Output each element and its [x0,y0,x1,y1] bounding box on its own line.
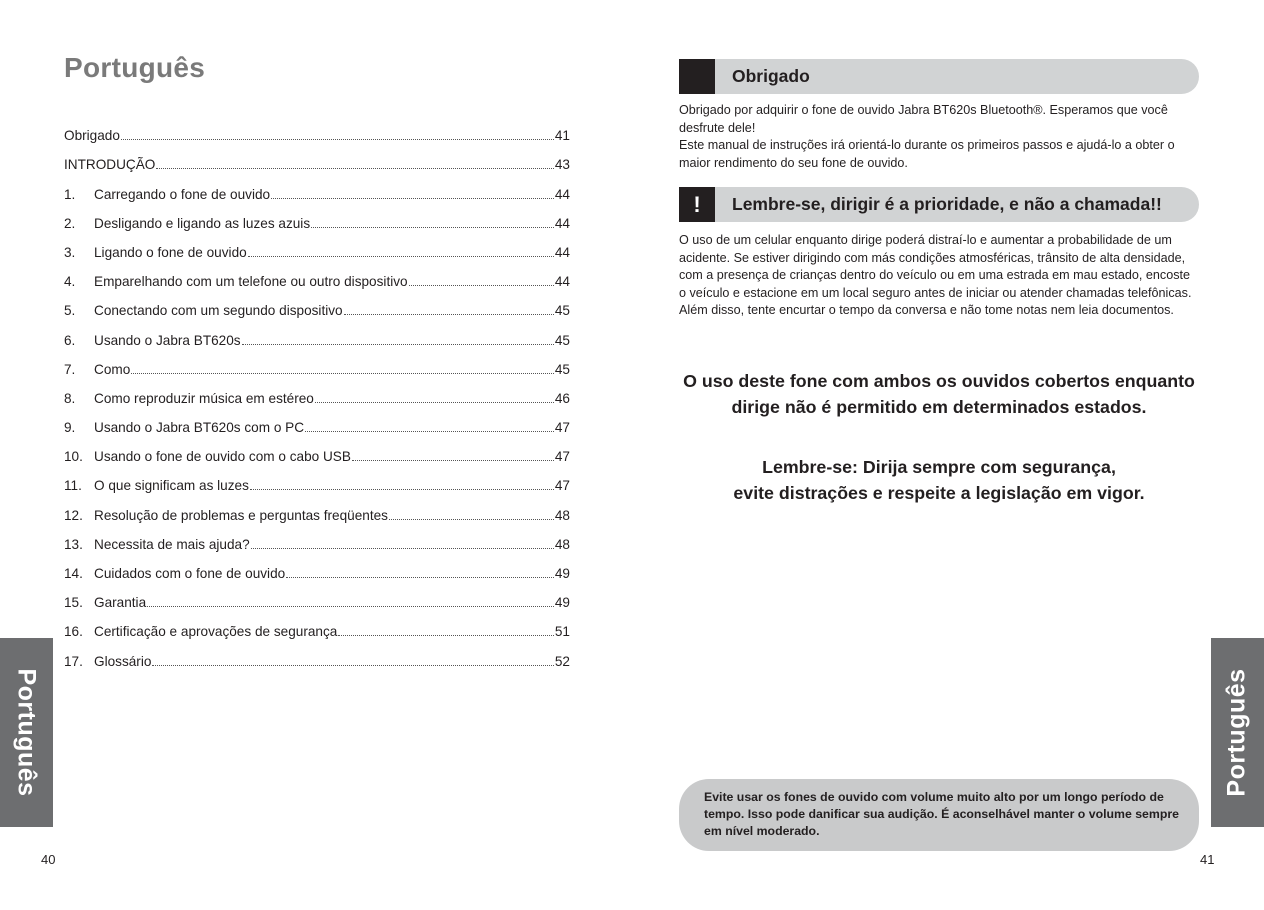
warning-text [679,232,1199,320]
warning-heading: Lembre-se, dirigir é a prioridade, e não a chamada!! [732,194,1162,214]
toc-number: 11. [64,478,82,494]
driving-notice-line-1: O uso deste fone com ambos os ouvidos cobertos enquanto [683,371,1195,391]
toc-label: Carregando o fone de ouvido [94,186,271,202]
toc-entry [64,464,570,493]
toc-leader-dots [409,285,554,286]
toc-page-number: 45 [554,361,570,377]
toc-page-number: 47 [554,420,570,436]
toc-page-number: 47 [554,478,570,494]
toc-number: 8. [64,390,76,406]
toc-number: 7. [64,361,76,377]
toc-label: Emparelhando com um telefone ou outro dispositivo [94,274,408,290]
toc-page-number: 51 [554,624,570,640]
toc-label: Usando o Jabra BT620s [94,332,241,348]
side-tab-label: Português [13,668,41,797]
toc-label: Resolução de problemas e perguntas freqüentes [94,507,388,523]
toc-label: Usando o Jabra BT620s com o PC [94,420,305,436]
toc-page-number: 44 [554,186,570,202]
toc-page-number: 49 [554,566,570,581]
toc-entry [64,348,570,377]
toc-number: 10. [64,449,83,465]
toc-number: 6. [64,332,76,348]
toc-label: Como reproduzir música em estéreo [94,390,314,406]
toc-leader-dots [352,460,554,461]
obrigado-paragraph-1: Obrigado por adquirir o fone de ouvido Jabra BT620s Bluetooth®. Esperamos que você desfrute dele! [679,103,1168,135]
toc-label: Conectando com um segundo dispositivo [94,303,343,319]
toc-entry [64,260,570,289]
warning-paragraph: O uso de um celular enquanto dirige poderá distraí-lo e aumentar a probabilidade de um acidente. Se estiver dirigindo com más condições atmosféricas, trânsito de alta densidade, com a presença de crianças dentro do veículo ou em uma estrada em mau estado, encoste o veículo e estacione em um local seguro antes de iniciar ou atender chamadas telefônicas. Além disso, tente encurtar o tempo da conversa e não tome notas nem leia documentos. [679,233,1192,317]
toc-page-number: 43 [554,157,570,173]
toc-page-number: 47 [554,449,570,465]
toc-entry [64,581,570,610]
toc-leader-dots [338,635,554,636]
page-number-right: 41 [1200,852,1215,867]
toc-label: INTRODUÇÃO [64,157,156,173]
toc-leader-dots [344,314,554,315]
toc-leader-dots [305,431,554,432]
obrigado-heading: Obrigado [732,66,810,86]
toc-entry [64,610,570,639]
side-tab-left [0,638,53,827]
toc-leader-dots [131,373,554,374]
safety-reminder [669,454,1209,506]
driving-notice [669,368,1209,420]
safety-reminder-line-2: evite distrações e respeite a legislação em vigor. [733,483,1145,503]
toc-label: Glossário [94,653,152,669]
warning-header [679,187,1199,222]
toc-entry [64,406,570,435]
toc-leader-dots [152,665,553,666]
toc-leader-dots [248,256,554,257]
toc-number: 12. [64,507,83,523]
toc-leader-dots [121,139,554,140]
toc-entry [64,639,570,668]
toc-page-number: 48 [554,536,570,552]
toc-label: Como [94,361,131,377]
toc-label: Ligando o fone de ouvido [94,244,247,260]
page-number-left: 40 [41,852,56,867]
toc-page-number: 52 [554,653,570,669]
safety-reminder-line-1: Lembre-se: Dirija sempre com segurança, [762,457,1116,477]
obrigado-text [679,102,1199,172]
toc-number: 2. [64,215,76,231]
toc-number: 17. [64,653,83,669]
toc-leader-dots [286,577,554,578]
toc-entry [64,493,570,522]
toc-entry [64,318,570,347]
toc-leader-dots [251,548,554,549]
exclamation-icon: ! [679,187,715,222]
toc-number: 9. [64,420,76,436]
toc-leader-dots [156,168,553,169]
toc-page-number: 44 [554,215,570,231]
toc-page-number: 45 [554,332,570,348]
toc-leader-dots [147,606,554,607]
toc-entry [64,114,570,143]
toc-entry [64,289,570,318]
toc-number: 4. [64,274,76,290]
toc-leader-dots [242,344,554,345]
toc-page-number: 46 [554,390,570,406]
header-block [679,59,715,94]
toc-number: 1. [64,186,76,202]
toc-label: Obrigado [64,128,120,144]
toc-number: 13. [64,536,83,552]
toc-label: Certificação e aprovações de segurança [94,624,338,640]
driving-notice-line-2: dirige não é permitido em determinados estados. [731,397,1147,417]
toc-leader-dots [389,519,554,520]
side-tab-right [1211,638,1264,827]
toc-page-number: 44 [554,244,570,260]
toc-entry [64,552,570,581]
toc-label: O que significam as luzes [94,478,249,494]
toc-number: 14. [64,566,83,581]
toc-entry [64,523,570,552]
volume-warning-box [679,779,1199,851]
toc-entry [64,172,570,201]
toc-leader-dots [315,402,554,403]
toc-entry [64,377,570,406]
toc-entry [64,231,570,260]
toc-page-number: 44 [554,274,570,290]
toc-number: 3. [64,244,76,260]
toc-label: Usando o fone de ouvido com o cabo USB [94,449,351,465]
page-title: Português [64,52,206,83]
toc-leader-dots [311,227,554,228]
volume-warning-text: Evite usar os fones de ouvido com volume muito alto por um longo período de tempo. Isso pode danificar sua audição. É aconselhável manter o volume sempre em nível moderado. [704,790,1179,838]
toc-label: Necessita de mais ajuda? [94,536,250,552]
toc-page-number: 48 [554,507,570,523]
toc-label: Desligando e ligando as luzes azuis [94,215,311,231]
table-of-contents [64,114,570,669]
toc-number: 16. [64,624,83,640]
side-tab-label: Português [1223,668,1251,797]
toc-entry [64,143,570,172]
toc-number: 5. [64,303,76,319]
toc-entry [64,435,570,464]
obrigado-paragraph-2: Este manual de instruções irá orientá-lo durante os primeiros passos e ajudá-lo a obter o maior rendimento do seu fone de ouvido. [679,138,1175,170]
toc-leader-dots [271,198,554,199]
toc-label: Cuidados com o fone de ouvido [94,566,286,581]
obrigado-header [679,59,1199,94]
toc-page-number: 41 [554,128,570,144]
toc-entry [64,202,570,231]
toc-label: Garantia [94,595,147,611]
toc-page-number: 49 [554,595,570,611]
toc-leader-dots [250,489,554,490]
toc-number: 15. [64,595,83,611]
toc-page-number: 45 [554,303,570,319]
